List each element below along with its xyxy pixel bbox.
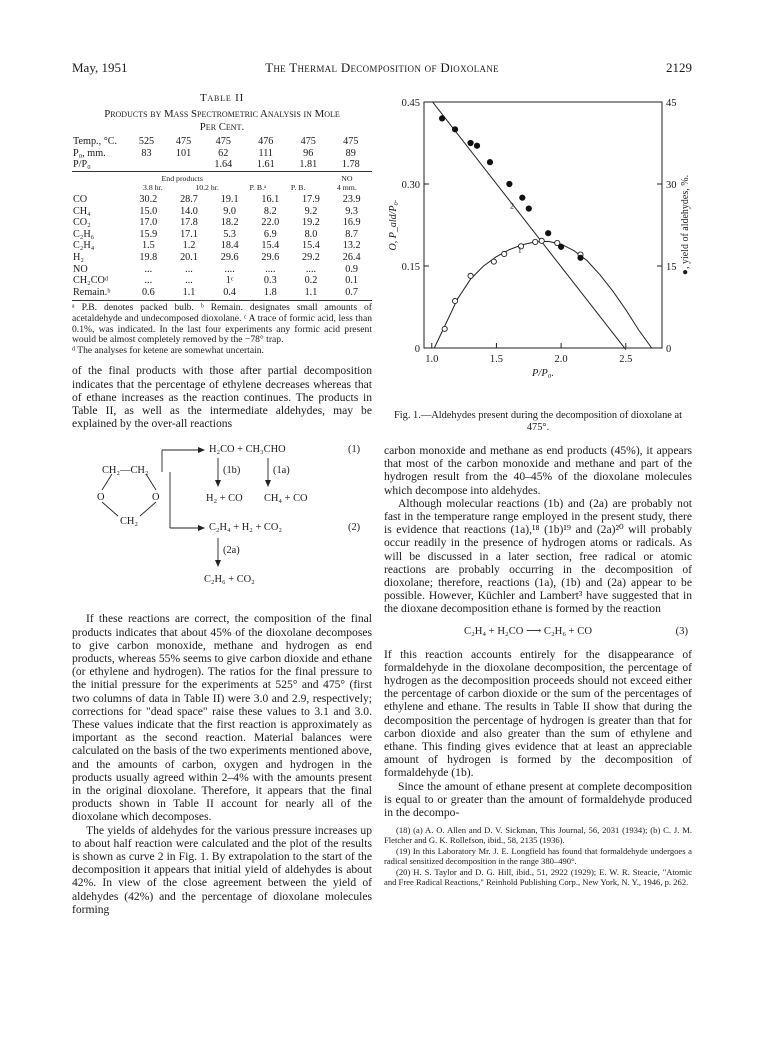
series-2-point (545, 230, 551, 236)
table-cell: 18.4 (220, 240, 239, 252)
figure-1 (384, 90, 692, 408)
table-cell: 29.6 (220, 251, 239, 263)
table-subhead-spacer (236, 174, 279, 183)
series-1-point (539, 238, 544, 243)
table-row (72, 229, 372, 241)
table-title: Table II (199, 92, 245, 104)
series-2-point (439, 116, 445, 122)
table-cell: 9.2 (304, 205, 318, 217)
table-caption-line-2: Per Cent. (199, 121, 245, 134)
table-footnote-d: ᵈ The analyses for ketene are somewhat uncertain. (72, 344, 264, 356)
table-cell: 8.0 (304, 228, 318, 240)
table-subhead-no: NO (341, 173, 353, 183)
table-row (72, 194, 372, 206)
table-subhead-cell: 3.8 hr. (143, 182, 163, 192)
x-axis-label: P/P₀. (531, 368, 555, 379)
page-number: 2129 (666, 60, 692, 75)
left-paragraph-2: If these reactions are correct, the composition of the final products indicates that about 45% of the dioxolane decomposes to give carbon monoxide, methane and hydrogen as end products, whereas 55% seems to give carbon dioxide and ethane (or ethylene and hydrogen). The ratios for the final pressure to the initial pressure for the experiments at 525° and 475° (first two columns of data in Table II) were 3.0 and 2.9, respectively; corrections for "dead space" raise these values to 3.1 and 3.0. These values indicate that the first reaction is approximately as important as the second reaction. Material balances were calculated on the basis of the two experiments mentioned above, and the amounts of carbon, oxygen and hydrogen in the products usually agreed within 2–4% with the amounts present in the original dioxolane. Therefore, it appears that the final products shown in Table II account for nearly all of the dioxolane which decomposes. (72, 612, 372, 824)
table-cell: 475 (175, 136, 192, 148)
table-row-label: CH₂COᵈ (73, 275, 109, 287)
table-cell: 18.2 (220, 217, 239, 229)
table-footnotes (72, 303, 372, 356)
series-2-line (432, 101, 626, 350)
right-paragraph-3: If this reaction accounts entirely for the disappearance of formaldehyde in the dioxolane decomposition, the percentage of hydrogen as the decomposition proceeds should not exceed either the percentage of carbon dioxide or the sum of the percentages of ethylene and ethane. The results in Table II show that during the decomposition the percentage of hydrogen is greater than that for carbon dioxide and also greater than the sum of ethylene and ethane. This finding gives evidence that at least an appreciable amount of hydrogen is formed by the decomposition of formaldehyde (1b). (384, 647, 692, 780)
x-tick-label: 2.5 (619, 354, 633, 365)
table-subhead-row (72, 174, 372, 183)
series-2-point (474, 143, 480, 149)
arrow-1a-head (265, 480, 271, 487)
table-cell: 1.8 (263, 286, 277, 298)
ring-bottom-label: CH₂ (120, 516, 139, 528)
table-cell: 1.78 (341, 159, 360, 171)
ring-top-label: CH₂—CH₂ (102, 465, 149, 477)
reaction-1b-products: H₂ + CO (206, 493, 243, 505)
table-cell: 23.9 (342, 193, 361, 205)
table-cell: 13.2 (342, 240, 361, 252)
arrow-2-head (198, 525, 205, 531)
table-row-label: NO (73, 263, 88, 275)
table-cell: 525 (138, 136, 155, 148)
table-cell: 9.0 (223, 205, 236, 217)
table-subhead-cell: 10.2 hr. (195, 182, 219, 192)
table-row-label: CO (73, 193, 88, 205)
table-rule-bottom (72, 300, 372, 301)
y-axis-label-right: ●, yield of aldehydes, %. (680, 174, 691, 276)
y-tick-label-right: 0 (666, 344, 672, 355)
series-1-point (468, 273, 473, 278)
references (384, 825, 692, 887)
table-row-label: Remain.ᵇ (73, 286, 111, 298)
table-cell: 1.5 (141, 240, 155, 252)
right-paragraph-2: Although molecular reactions (1b) and (2a) are probably not fast in the temperature range employed in the present study, there is evidence that reactions (1a),¹⁸ (1b)¹⁹ and (2a)²⁰ will probably occur readily in the presence of hydrogen atoms or radicals. As will be discussed in a later section, free radical or atomic reactions are probably occurring in the decomposition of dioxolane; therefore, reactions (1a), (1b) and (2a) appear to be possible. However, Küchler and Lambert³ have suggested that in the dioxane decomposition ethane is formed by the reaction (384, 496, 692, 616)
table-row (72, 217, 372, 229)
table-subhead-spacer (279, 174, 317, 183)
table-cell: ... (144, 275, 153, 287)
table-subhead-spacer (72, 183, 128, 192)
equation-3 (384, 622, 692, 642)
table-cell: 22.0 (261, 217, 280, 229)
reaction-1-number: (1) (348, 444, 361, 456)
x-tick-label: 1.5 (489, 354, 503, 365)
table-row (72, 287, 372, 299)
table-cell: 6.9 (263, 228, 277, 240)
y-tick-label: 0.30 (401, 180, 420, 191)
series-2-point (558, 244, 564, 250)
header-title: The Thermal Decomposition of Dioxolane (265, 60, 499, 75)
products-table-subhead (72, 174, 372, 192)
reaction-2a-label: (2a) (223, 545, 240, 557)
table-cell: 15.4 (261, 240, 280, 252)
table-cell: 475 (300, 136, 316, 148)
table-cell: 1.81 (299, 159, 318, 171)
figure-caption: Fig. 1.—Aldehydes present during the decomposition of dioxolane at 475°. (393, 410, 682, 433)
table-cell: 62 (218, 147, 229, 159)
table-cell: 15.0 (139, 205, 158, 217)
right-paragraph-1: carbon monoxide and methane as end products (45%), it appears that most of the carbon monoxide and methane and part of the hydrogen result from the 40–45% of the dioxolane molecules which decompose into aldehydes. (384, 444, 692, 497)
table-cell: 8.2 (263, 205, 277, 217)
left-paragraph-1: of the final products with those after partial decomposition indicates that the percentage of ethylene decreases whereas that of ethane increases as the reaction continues. The products in Table II, as well as the intermediate aldehydes, may be explained by the over-all reactions (72, 364, 372, 431)
products-table (72, 136, 372, 171)
table-cell: 0.9 (345, 263, 358, 275)
header-date: May, 1951 (72, 60, 128, 75)
table-cell: 0.3 (263, 275, 277, 287)
series-2-point (487, 159, 493, 165)
equation-3-text: C₂H₄ + H₂CO ⟶ C₂H₆ + CO (464, 625, 593, 637)
series-2-point (526, 206, 532, 212)
table-cell: 14.0 (180, 205, 198, 217)
table-row-label: CO₂ (73, 217, 91, 229)
table-cell: 89 (345, 147, 356, 159)
table-caption (72, 108, 372, 134)
reaction-1a-products: CH₄ + CO (264, 493, 308, 505)
table-row (72, 264, 372, 276)
arrow-1b-head (215, 480, 221, 487)
left-column (72, 90, 372, 916)
reaction-2-products: C₂H₄ + H₂ + CO₂ (209, 522, 282, 534)
table-cell: 1.1 (304, 286, 318, 298)
arrow-2a-head (215, 560, 221, 567)
table-cell: 83 (141, 147, 152, 159)
table-cell (128, 159, 165, 171)
table-cell: 16.9 (342, 217, 361, 229)
table-cell: 26.4 (342, 251, 361, 263)
table-cell: ... (144, 263, 153, 275)
ring-oxygen-left: O (97, 492, 105, 504)
table-cell: 19.8 (139, 251, 158, 263)
table-cell: 29.2 (302, 251, 320, 263)
table-cell: .... (305, 263, 317, 275)
series-1-point (502, 251, 507, 256)
y-tick-label-right: 15 (666, 262, 677, 273)
table-cell: 29.6 (261, 251, 280, 263)
table-cell: 15.9 (139, 228, 158, 240)
table-cell: 1ᶜ (225, 275, 234, 287)
series-1-point (442, 326, 447, 331)
table-cell: 20.1 (180, 251, 198, 263)
y-axis-label: O, P_ald/P₀. (388, 199, 399, 251)
table-cell: 476 (258, 136, 274, 148)
table-cell: 17.9 (302, 193, 320, 205)
table-cell: 19.2 (302, 217, 320, 229)
table-cell: 30.2 (139, 193, 158, 205)
table-cell: 0.6 (141, 286, 155, 298)
table-row (72, 240, 372, 252)
table-cell: 96 (303, 147, 314, 159)
table-cell: ... (185, 275, 193, 287)
table-cell: 0.2 (304, 275, 318, 287)
reaction-1-products: H₂CO + CH₃CHO (209, 444, 286, 456)
table-cell: 475 (215, 136, 231, 148)
curve-label-1: 1 (517, 245, 522, 255)
reaction-scheme (72, 436, 372, 608)
aldehyde-chart (384, 90, 692, 408)
reference-20: (20) H. S. Taylor and D. G. Hill, ibid., 51, 2922 (1929); E. W. R. Steacie, "Atomic and Free Radical Reactions," Reinhold Publishing Corp., New York, N. Y., 1946, p. 262. (384, 867, 692, 888)
table-cell: 8.7 (345, 228, 358, 240)
series-2-point (452, 127, 458, 133)
reaction-2-number: (2) (348, 522, 361, 534)
table-cell: 101 (175, 147, 192, 159)
table-cell: 17.0 (139, 217, 158, 229)
table-subhead-cell: P. B. (290, 182, 306, 192)
y-tick-label-right: 45 (666, 98, 677, 109)
table-cell: 16.1 (261, 193, 280, 205)
left-paragraph-3: The yields of aldehydes for the various pressure increases up to about half reaction were calculated and the plot of the results is shown as curve 2 in Fig. 1. By extrapolation to the start of the decomposition it appears that initial yield of aldehydes is about 42%. In view of the close agreement between the yield of aldehydes (42%) and the percentage of dioxolane molecules forming (72, 823, 372, 916)
table-cell: 28.7 (180, 193, 198, 205)
table-row (72, 206, 372, 218)
table-cell: 0.7 (345, 286, 358, 298)
y-tick-label-right: 30 (666, 180, 677, 191)
table-cell: 1.1 (182, 286, 196, 298)
x-tick-label: 1.0 (425, 354, 439, 365)
arrow-1-head (198, 447, 205, 453)
table-cell: 1.61 (256, 159, 275, 171)
table-cell: .... (224, 263, 235, 275)
reaction-1a-label: (1a) (273, 465, 290, 477)
y-tick-label: 0 (414, 344, 420, 355)
reference-18: (18) (a) A. O. Allen and D. V. Sickman, This Journal, 56, 2031 (1934); (b) C. J. M. Fletcher and G. K. Rollefson, ibid., 58, 2135 (1936). (384, 825, 692, 846)
table-cell: ... (185, 263, 193, 275)
table-row-label: P₀, mm. (73, 147, 106, 159)
series-1-point (452, 298, 457, 303)
table-cell: .... (265, 263, 276, 275)
table-subhead-cell: P. B.ᵃ (249, 182, 267, 192)
table-cell: 475 (343, 136, 359, 148)
table-cell (165, 159, 202, 171)
table-cell: 17.1 (180, 228, 198, 240)
table-row-pressure-ratio (72, 159, 372, 171)
series-2-point (468, 140, 474, 146)
table-cell: 1.2 (182, 240, 196, 252)
table-cell: 0.4 (223, 286, 236, 298)
running-head (72, 60, 692, 80)
table-subhead-end-products: End products (161, 173, 203, 183)
reference-19: (19) In this Laboratory Mr. J. E. Longfield has found that formaldehyde undergoes a radical sensitized decomposition in the range 380–490°. (384, 846, 692, 867)
table-rule-top (72, 171, 372, 172)
series-2-point (520, 195, 526, 201)
ring-oxygen-right: O (152, 492, 160, 504)
curve-label-2: 2 (509, 201, 514, 211)
series-1-curve (434, 241, 651, 348)
series-1-point (533, 239, 538, 244)
reaction-2a-products: C₂H₆ + CO₂ (204, 574, 255, 586)
y-tick-label: 0.15 (401, 262, 420, 273)
table-cell: 19.1 (220, 193, 239, 205)
table-row (72, 252, 372, 264)
table-footnote-a: ᵃ P.B. denotes packed bulb. ᵇ Remain. designates small amounts of acetaldehyde and undecomposed dioxolane. ᶜ A trace of formic acid, less than 0.1%, was indicated. In the last four experiments any formic acid present would be almost completely removed by the −78° trap. (72, 302, 372, 346)
table-cell: 111 (258, 147, 274, 159)
table-subhead-spacer (72, 174, 128, 183)
reaction-1b-label: (1b) (223, 465, 241, 477)
y-tick-label: 0.45 (401, 98, 420, 109)
series-1-point (491, 259, 496, 264)
table-row-label: C₂H₆ (73, 228, 95, 240)
table-cell: 5.3 (223, 228, 236, 240)
table-row-temperature (72, 136, 372, 148)
series-2-point (507, 181, 513, 187)
table-row-label: CH₄ (73, 205, 91, 217)
right-paragraph-4: Since the amount of ethane present at complete decomposition is equal to or greater than the amount of formaldehyde produced in the decompo- (384, 779, 692, 820)
table-row-label: C₂H₄ (73, 240, 95, 252)
table-cell: 0.1 (345, 275, 358, 287)
table-subhead-row (72, 183, 372, 192)
products-table-body (72, 194, 372, 298)
table-cell: 15.4 (302, 240, 320, 252)
series-2-point (578, 255, 584, 261)
table-row-label: P/P₀ (73, 159, 91, 171)
right-column (384, 90, 692, 888)
x-tick-label: 2.0 (554, 354, 568, 365)
table-row (72, 275, 372, 287)
table-caption-line-1: Products by Mass Spectrometric Analysis in Mole (104, 108, 340, 121)
table-row-label: H₂ (73, 251, 84, 263)
table-cell: 1.64 (214, 159, 233, 171)
table-subhead-cell: 4 mm. (336, 182, 357, 192)
equation-3-number: (3) (675, 625, 688, 637)
table-cell: 9.3 (345, 205, 358, 217)
table-cell: 17.8 (180, 217, 198, 229)
table-row-label: Temp., °C. (73, 136, 118, 148)
table-row-initial-pressure (72, 148, 372, 160)
